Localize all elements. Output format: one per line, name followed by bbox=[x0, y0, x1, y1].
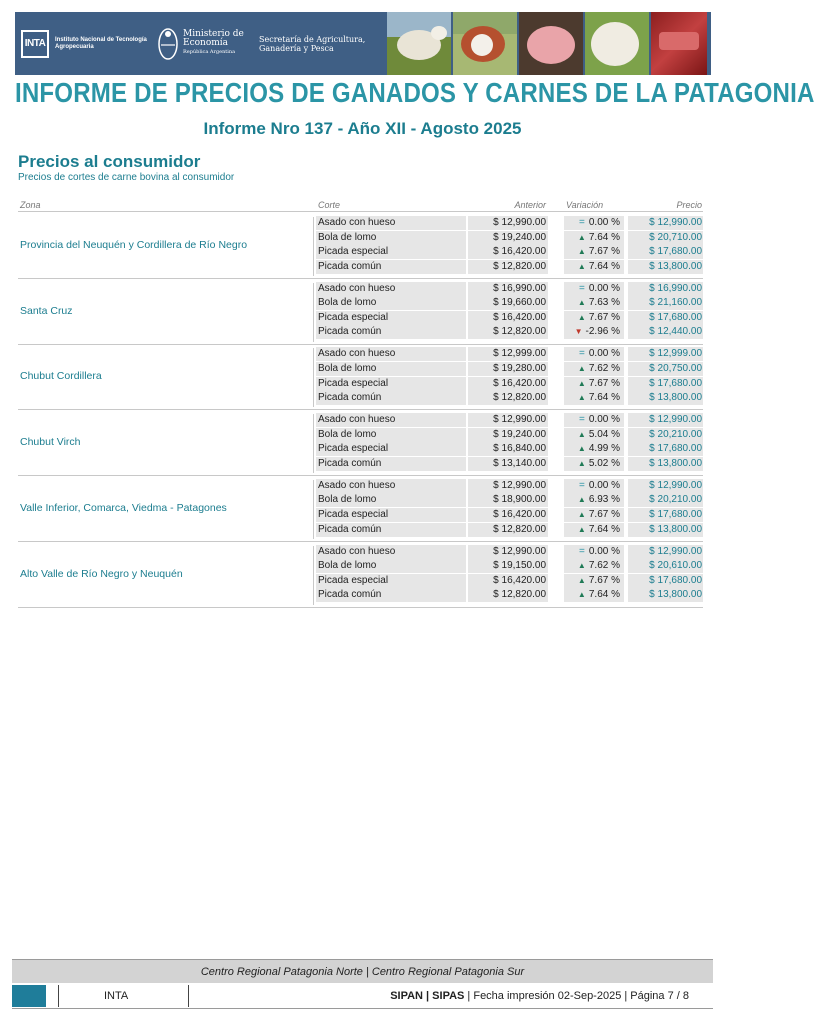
variation bbox=[560, 414, 620, 425]
table-row bbox=[316, 347, 703, 362]
current-price: $ 20,210.00 bbox=[649, 428, 702, 440]
variation-value: 7.67 % bbox=[588, 508, 620, 520]
table-row bbox=[316, 216, 703, 231]
previous-price: $ 19,660.00 bbox=[493, 297, 546, 309]
table-row bbox=[316, 523, 703, 538]
table-row bbox=[316, 282, 703, 297]
current-price: $ 20,750.00 bbox=[649, 362, 702, 374]
section-title: Precios al consumidor bbox=[18, 152, 201, 171]
triangle-up-icon: ▲ bbox=[577, 261, 586, 271]
current-price: $ 17,680.00 bbox=[649, 443, 702, 455]
current-price: $ 13,800.00 bbox=[649, 523, 702, 535]
variation bbox=[560, 326, 620, 337]
table-row bbox=[316, 457, 703, 472]
footer-divider bbox=[58, 985, 59, 1007]
variation bbox=[560, 575, 620, 586]
triangle-up-icon: ▲ bbox=[577, 575, 586, 585]
triangle-up-icon: ▲ bbox=[577, 458, 586, 468]
variation-value: 7.67 % bbox=[588, 377, 620, 389]
cow-photo-icon bbox=[453, 12, 517, 75]
previous-price: $ 12,820.00 bbox=[493, 589, 546, 601]
goat-photo-icon bbox=[585, 12, 649, 75]
institution-logos bbox=[15, 12, 387, 75]
current-price: $ 17,680.00 bbox=[649, 508, 702, 520]
table-row bbox=[316, 574, 703, 589]
previous-price: $ 12,990.00 bbox=[493, 479, 546, 491]
variation bbox=[560, 297, 620, 308]
secretariat-name: Secretaría de Agricultura, Ganadería y Pesca bbox=[259, 34, 366, 53]
variation-value: 7.62 % bbox=[588, 560, 620, 572]
table-row bbox=[316, 231, 703, 246]
equals-icon: = bbox=[578, 414, 585, 426]
variation bbox=[560, 392, 620, 403]
inta-name: Instituto Nacional de Tecnología Agropecuaria bbox=[55, 36, 147, 50]
variation bbox=[560, 217, 620, 228]
cut-name: Asado con hueso bbox=[318, 217, 396, 228]
variation bbox=[560, 443, 620, 454]
cut-name: Asado con hueso bbox=[318, 414, 396, 426]
meat-photo-icon bbox=[651, 12, 707, 75]
cut-name: Picada especial bbox=[318, 443, 389, 455]
triangle-up-icon: ▲ bbox=[577, 363, 586, 373]
zone-name: Chubut Virch bbox=[20, 436, 81, 449]
variation bbox=[560, 378, 620, 389]
previous-price: $ 12,999.00 bbox=[493, 348, 546, 360]
current-price: $ 20,610.00 bbox=[649, 560, 702, 572]
previous-price: $ 13,140.00 bbox=[493, 457, 546, 469]
footer-centers: Centro Regional Patagonia Norte | Centro Regional Patagonia Sur bbox=[12, 959, 713, 983]
table-row bbox=[316, 508, 703, 523]
table-row bbox=[316, 559, 703, 574]
current-price: $ 12,999.00 bbox=[649, 348, 702, 360]
variation bbox=[560, 246, 620, 257]
current-price: $ 21,160.00 bbox=[649, 297, 702, 309]
previous-price: $ 12,820.00 bbox=[493, 523, 546, 535]
variation-value: 0.00 % bbox=[588, 545, 620, 557]
previous-price: $ 19,150.00 bbox=[493, 560, 546, 572]
footer-systems: SIPAN | SIPAS bbox=[390, 990, 465, 1002]
zone-name: Chubut Cordillera bbox=[20, 370, 102, 383]
pig-photo-icon bbox=[519, 12, 583, 75]
equals-icon: = bbox=[578, 282, 585, 294]
table-row bbox=[316, 493, 703, 508]
cut-name: Bola de lomo bbox=[318, 428, 377, 440]
variation-value: 0.00 % bbox=[588, 479, 620, 491]
variation-value: 5.04 % bbox=[588, 428, 620, 440]
table-row bbox=[316, 260, 703, 275]
zone-group bbox=[18, 476, 703, 542]
triangle-up-icon: ▲ bbox=[577, 247, 586, 257]
table-row bbox=[316, 413, 703, 428]
cut-name: Bola de lomo bbox=[318, 231, 377, 243]
previous-price: $ 16,420.00 bbox=[493, 377, 546, 389]
table-row bbox=[316, 391, 703, 406]
variation bbox=[560, 509, 620, 520]
triangle-up-icon: ▲ bbox=[577, 561, 586, 571]
cut-name: Picada común bbox=[318, 392, 382, 404]
current-price: $ 13,800.00 bbox=[649, 260, 702, 272]
zone-name: Provincia del Neuquén y Cordillera de Río Negro bbox=[20, 239, 248, 251]
table-row bbox=[316, 479, 703, 494]
variation-value: 7.63 % bbox=[588, 297, 620, 309]
table-row bbox=[316, 377, 703, 392]
cut-name: Bola de lomo bbox=[318, 560, 377, 572]
variation bbox=[560, 429, 620, 440]
current-price: $ 13,800.00 bbox=[649, 457, 702, 469]
previous-price: $ 16,420.00 bbox=[493, 311, 546, 323]
cut-name: Picada especial bbox=[318, 246, 389, 258]
cut-name: Picada común bbox=[318, 326, 382, 338]
zone-name: Santa Cruz bbox=[20, 304, 73, 317]
equals-icon: = bbox=[578, 545, 585, 557]
variation bbox=[560, 458, 620, 469]
table-row bbox=[316, 245, 703, 260]
cut-name: Picada especial bbox=[318, 508, 389, 520]
variation-value: 0.00 % bbox=[588, 414, 620, 426]
variation-value: 5.02 % bbox=[588, 457, 620, 469]
ministry-name bbox=[183, 30, 253, 57]
previous-price: $ 12,820.00 bbox=[493, 392, 546, 404]
variation bbox=[560, 261, 620, 272]
variation-value: 4.99 % bbox=[588, 443, 620, 455]
equals-icon: = bbox=[578, 217, 585, 228]
cut-name: Picada especial bbox=[318, 377, 389, 389]
footer-color-block bbox=[12, 985, 46, 1007]
previous-price: $ 12,820.00 bbox=[493, 260, 546, 272]
zone-divider bbox=[313, 414, 314, 473]
current-price: $ 12,990.00 bbox=[649, 479, 702, 491]
current-price: $ 16,990.00 bbox=[649, 282, 702, 294]
triangle-up-icon: ▲ bbox=[577, 393, 586, 403]
current-price: $ 12,990.00 bbox=[649, 545, 702, 557]
triangle-up-icon: ▲ bbox=[577, 378, 586, 388]
variation-value: 7.62 % bbox=[588, 362, 620, 374]
variation-value: 7.64 % bbox=[588, 523, 620, 535]
footer-date-page: | Fecha impresión 02-Sep-2025 | Página 7 / 8 bbox=[464, 990, 689, 1002]
previous-price: $ 19,240.00 bbox=[493, 428, 546, 440]
triangle-up-icon: ▲ bbox=[577, 312, 586, 322]
variation bbox=[560, 232, 620, 243]
variation bbox=[560, 494, 620, 505]
zone-group bbox=[18, 279, 703, 345]
triangle-up-icon: ▲ bbox=[577, 429, 586, 439]
table-row bbox=[316, 362, 703, 377]
previous-price: $ 18,900.00 bbox=[493, 494, 546, 506]
variation bbox=[560, 589, 620, 600]
current-price: $ 20,710.00 bbox=[649, 231, 702, 243]
variation-value: 7.64 % bbox=[588, 392, 620, 404]
current-price: $ 13,800.00 bbox=[649, 392, 702, 404]
footer-info bbox=[12, 985, 713, 1009]
variation bbox=[560, 524, 620, 535]
table-row bbox=[316, 296, 703, 311]
zone-name: Valle Inferior, Comarca, Viedma - Patagones bbox=[20, 501, 227, 514]
cut-name: Asado con hueso bbox=[318, 348, 396, 360]
current-price: $ 12,990.00 bbox=[649, 414, 702, 426]
previous-price: $ 19,280.00 bbox=[493, 362, 546, 374]
zone-divider bbox=[313, 480, 314, 539]
col-zona: Zona bbox=[20, 200, 41, 210]
equals-icon: = bbox=[578, 479, 585, 491]
triangle-up-icon: ▲ bbox=[577, 509, 586, 519]
triangle-up-icon: ▲ bbox=[577, 232, 586, 242]
table-row bbox=[316, 588, 703, 603]
ministry-country: República Argentina bbox=[183, 49, 236, 55]
triangle-up-icon: ▲ bbox=[577, 444, 586, 454]
cut-name: Asado con hueso bbox=[318, 479, 396, 491]
triangle-up-icon: ▲ bbox=[577, 495, 586, 505]
cut-name: Bola de lomo bbox=[318, 297, 377, 309]
variation-value: 0.00 % bbox=[588, 282, 620, 294]
variation-value: 7.64 % bbox=[588, 260, 620, 272]
zone-divider bbox=[313, 546, 314, 605]
previous-price: $ 16,420.00 bbox=[493, 246, 546, 258]
equals-icon: = bbox=[578, 348, 585, 360]
inta-logo: INTA bbox=[21, 30, 49, 58]
cut-name: Picada común bbox=[318, 457, 382, 469]
ministry-label: Ministerio de Economía bbox=[183, 29, 244, 48]
variation-value: 0.00 % bbox=[588, 217, 620, 228]
current-price: $ 20,210.00 bbox=[649, 494, 702, 506]
cut-name: Picada común bbox=[318, 260, 382, 272]
zone-divider bbox=[313, 283, 314, 342]
zone-group bbox=[18, 410, 703, 476]
variation-value: 7.64 % bbox=[588, 231, 620, 243]
table-row bbox=[316, 442, 703, 457]
report-subtitle: Informe Nro 137 - Año XII - Agosto 2025 bbox=[203, 119, 522, 138]
cut-name: Asado con hueso bbox=[318, 282, 396, 294]
triangle-up-icon: ▲ bbox=[577, 590, 586, 600]
table-row bbox=[316, 311, 703, 326]
col-variacion: Variación bbox=[566, 200, 604, 210]
previous-price: $ 16,420.00 bbox=[493, 508, 546, 520]
header-banner bbox=[15, 12, 711, 75]
triangle-down-icon: ▼ bbox=[574, 327, 583, 337]
argentina-shield-icon bbox=[157, 25, 179, 63]
variation bbox=[560, 312, 620, 323]
current-price: $ 17,680.00 bbox=[649, 311, 702, 323]
variation-value: 7.67 % bbox=[588, 311, 620, 323]
previous-price: $ 12,990.00 bbox=[493, 545, 546, 557]
variation-value: -2.96 % bbox=[585, 326, 620, 338]
current-price: $ 12,990.00 bbox=[649, 217, 702, 228]
cut-name: Picada común bbox=[318, 523, 382, 535]
col-corte: Corte bbox=[318, 200, 341, 210]
footer-print-info bbox=[390, 990, 689, 1002]
zone-divider bbox=[313, 217, 314, 276]
current-price: $ 17,680.00 bbox=[649, 246, 702, 258]
variation bbox=[560, 560, 620, 571]
cut-name: Picada común bbox=[318, 589, 382, 601]
col-anterior: Anterior bbox=[514, 200, 546, 210]
current-price: $ 17,680.00 bbox=[649, 377, 702, 389]
zone-divider bbox=[313, 348, 314, 407]
triangle-up-icon: ▲ bbox=[577, 524, 586, 534]
table-row bbox=[316, 545, 703, 560]
previous-price: $ 12,990.00 bbox=[493, 414, 546, 426]
previous-price: $ 12,820.00 bbox=[493, 326, 546, 338]
footer-divider bbox=[188, 985, 189, 1007]
report-main-title: INFORME DE PRECIOS DE GANADOS Y CARNES DE LA PATAGONIA bbox=[15, 77, 815, 108]
previous-price: $ 16,990.00 bbox=[493, 282, 546, 294]
variation-value: 7.64 % bbox=[588, 589, 620, 601]
variation-value: 6.93 % bbox=[588, 494, 620, 506]
variation bbox=[560, 546, 620, 557]
zone-group bbox=[18, 213, 703, 279]
current-price: $ 17,680.00 bbox=[649, 574, 702, 586]
table-header bbox=[18, 199, 703, 212]
zone-group bbox=[18, 542, 703, 608]
previous-price: $ 16,420.00 bbox=[493, 574, 546, 586]
current-price: $ 12,440.00 bbox=[649, 326, 702, 338]
variation bbox=[560, 283, 620, 294]
zone-name: Alto Valle de Río Negro y Neuquén bbox=[20, 567, 183, 580]
table-row bbox=[316, 428, 703, 443]
previous-price: $ 16,840.00 bbox=[493, 443, 546, 455]
variation-value: 7.67 % bbox=[588, 574, 620, 586]
previous-price: $ 19,240.00 bbox=[493, 231, 546, 243]
variation bbox=[560, 348, 620, 359]
cut-name: Picada especial bbox=[318, 311, 389, 323]
zone-group bbox=[18, 344, 703, 410]
cut-name: Asado con hueso bbox=[318, 545, 396, 557]
previous-price: $ 12,990.00 bbox=[493, 217, 546, 228]
variation-value: 7.67 % bbox=[588, 246, 620, 258]
variation bbox=[560, 480, 620, 491]
sheep-photo-icon bbox=[387, 12, 451, 75]
variation bbox=[560, 363, 620, 374]
footer-org: INTA bbox=[104, 990, 129, 1002]
col-precio: Precio bbox=[676, 200, 702, 210]
section-subtitle: Precios de cortes de carne bovina al consumidor bbox=[18, 172, 235, 183]
triangle-up-icon: ▲ bbox=[577, 298, 586, 308]
table-row bbox=[316, 325, 703, 340]
current-price: $ 13,800.00 bbox=[649, 589, 702, 601]
cut-name: Bola de lomo bbox=[318, 494, 377, 506]
cut-name: Picada especial bbox=[318, 574, 389, 586]
cut-name: Bola de lomo bbox=[318, 362, 377, 374]
variation-value: 0.00 % bbox=[588, 348, 620, 360]
